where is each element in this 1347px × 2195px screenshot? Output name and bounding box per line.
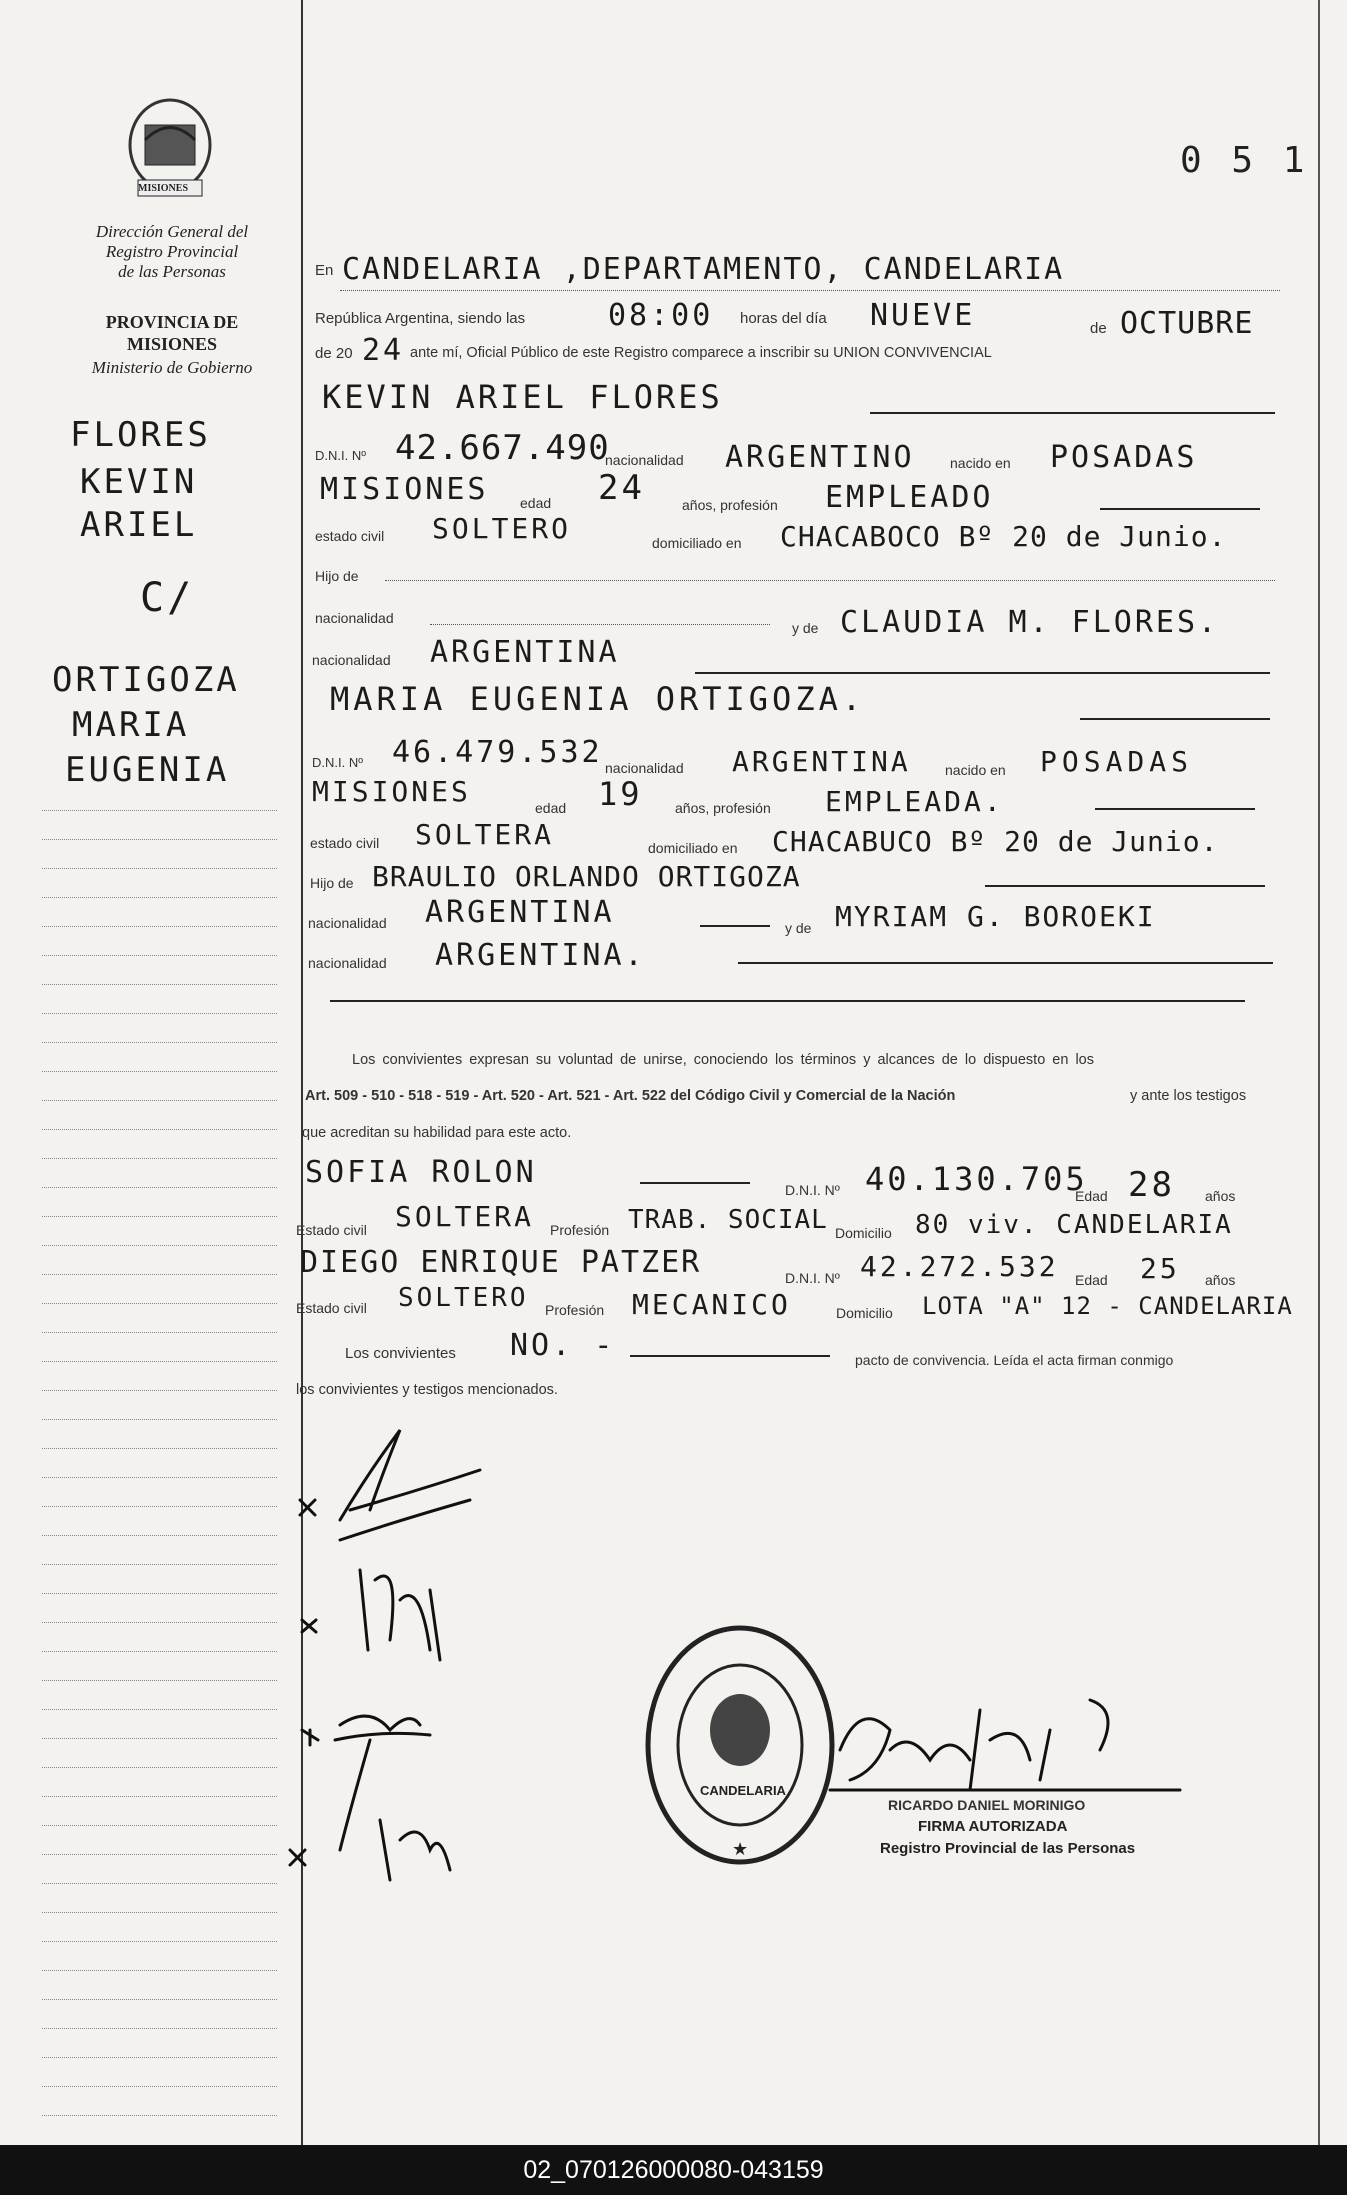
p2-nationality-label: nacionalidad (605, 760, 684, 776)
p1-mother: CLAUDIA M. FLORES. (840, 605, 1220, 640)
declaration-line2-rest: y ante los testigos (1130, 1088, 1247, 1104)
margin-dotted-line (42, 1361, 277, 1362)
p1-years-label: años, profesión (682, 497, 778, 513)
stamp-center-text: CANDELARIA (700, 1783, 786, 1798)
margin-dotted-line (42, 1332, 277, 1333)
margin-dotted-line (42, 897, 277, 898)
w2-domicile: LOTA "A" 12 - CANDELARIA (922, 1292, 1293, 1320)
p2-profession: EMPLEADA. (825, 785, 1004, 818)
closing-text2: los convivientes y testigos mencionados. (296, 1382, 558, 1398)
w1-prof-label: Profesión (550, 1222, 610, 1238)
margin-dotted-line (42, 2028, 277, 2029)
margin-dotted-line (42, 1738, 277, 1739)
p2-profession-line (1095, 808, 1255, 810)
document-code-footer: 02_070126000080-043159 (0, 2145, 1347, 2195)
p1-born-place1: POSADAS (1050, 440, 1198, 475)
ministry-label: Ministerio de Gobierno (91, 358, 253, 377)
org-name-line2: Registro Provincial (105, 242, 239, 261)
margin-dotted-line (42, 1187, 277, 1188)
person2-name: MARIA EUGENIA ORTIGOZA. (330, 680, 866, 718)
witness1-name-line (640, 1182, 750, 1184)
act-number: 0 5 1 (1180, 140, 1309, 181)
margin-dotted-line (42, 1216, 277, 1217)
p1-mother-nat: ARGENTINA (430, 635, 620, 670)
w2-profession: MECANICO (632, 1288, 791, 1321)
p2-mother: MYRIAM G. BOROEKI (835, 900, 1156, 933)
p2-years-label: años, profesión (675, 800, 771, 816)
margin-dotted-line (42, 1999, 277, 2000)
margin-dotted-line (42, 1013, 277, 1014)
p2-born-place2: MISIONES (312, 775, 471, 808)
svg-text:★: ★ (732, 1839, 749, 1859)
margin-dotted-line (42, 1970, 277, 1971)
p1-dni-label: D.N.I. Nº (315, 448, 366, 463)
p1-nationality: ARGENTINO (725, 440, 915, 475)
officer-text: ante mí, Oficial Público de este Registro comparece a inscribir su UNION CONVIVENCIAL (410, 345, 992, 361)
margin-dotted-line (42, 1912, 277, 1913)
closing-pact: NO. - (510, 1328, 616, 1363)
place-field: CANDELARIA ,DEPARTAMENTO, CANDELARIA (342, 252, 1065, 287)
time-field: 08:00 (608, 298, 714, 333)
year-suffix: 24 (362, 333, 405, 368)
official-name: RICARDO DANIEL MORINIGO (888, 1797, 1086, 1813)
closing-text: pacto de convivencia. Leída el acta firman conmigo (855, 1352, 1174, 1368)
p1-profession-line (1100, 508, 1260, 510)
closing-pact-line (630, 1355, 830, 1357)
place-underline (340, 290, 1280, 291)
w2-civil: SOLTERO (398, 1283, 529, 1313)
margin-dotted-line (42, 1419, 277, 1420)
margin-dotted-line (42, 2115, 277, 2116)
w1-civil-label: Estado civil (296, 1222, 367, 1238)
p1-nationality-label: nacionalidad (605, 452, 684, 468)
margin-name2-line2: MARIA (72, 705, 190, 745)
margin-dotted-line (42, 1448, 277, 1449)
p2-born-place1: POSADAS (1040, 745, 1194, 778)
signature-group (280, 1410, 520, 1910)
margin-dotted-line (42, 1593, 277, 1594)
p2-father: BRAULIO ORLANDO ORTIGOZA (372, 860, 801, 893)
w1-age: 28 (1128, 1165, 1175, 1205)
province-line2: MISIONES (126, 334, 218, 354)
margin-dotted-line (42, 868, 277, 869)
declaration-line3: que acreditan su habilidad para este acto. (302, 1125, 572, 1141)
witness2-name: DIEGO ENRIQUE PATZER (300, 1245, 702, 1280)
margin-dotted-line (42, 2086, 277, 2087)
margin-dotted-line (42, 1651, 277, 1652)
person1-name-line (870, 412, 1275, 414)
hours-label: horas del día (740, 310, 827, 327)
margin-dotted-line (42, 1709, 277, 1710)
p1-domicile: CHACABOCO Bº 20 de Junio. (780, 520, 1227, 553)
margin-dotted-line (42, 1390, 277, 1391)
p2-mother-nat-line (738, 962, 1273, 964)
p1-born-label: nacido en (950, 455, 1011, 471)
right-edge-rule (1318, 0, 1320, 2145)
p2-son-label: Hijo de (310, 875, 354, 891)
margin-dotted-line (42, 1303, 277, 1304)
w1-dni: 40.130.705 (865, 1160, 1088, 1198)
official-office: Registro Provincial de las Personas (880, 1840, 1136, 1857)
margin-dotted-line (42, 1129, 277, 1130)
p1-father-nat-label: nacionalidad (315, 610, 394, 626)
p1-and-label: y de (792, 620, 819, 636)
person2-name-line (1080, 718, 1270, 720)
margin-dotted-line (42, 955, 277, 956)
p2-civil: SOLTERA (415, 818, 555, 851)
w2-dni: 42.272.532 (860, 1250, 1059, 1283)
w1-dni-label: D.N.I. Nº (785, 1182, 840, 1198)
p2-dni: 46.479.532 (392, 735, 603, 770)
w1-dom-label: Domicilio (835, 1225, 892, 1241)
province-line1: PROVINCIA DE (105, 312, 239, 332)
year-prefix: de 20 (315, 345, 353, 362)
p2-born-label: nacido en (945, 762, 1006, 778)
w2-dni-label: D.N.I. Nº (785, 1270, 840, 1286)
margin-dotted-line (42, 1274, 277, 1275)
closing-label: Los convivientes (345, 1345, 456, 1362)
margin-dotted-line (42, 1680, 277, 1681)
margin-dotted-line (42, 1883, 277, 1884)
margin-dotted-line (42, 1796, 277, 1797)
p2-nationality: ARGENTINA (732, 745, 911, 778)
margin-name2-line1: ORTIGOZA (52, 660, 240, 700)
margin-name1-line3: ARIEL (80, 505, 198, 545)
margin-dotted-line (42, 1071, 277, 1072)
w1-age-label: Edad (1075, 1188, 1108, 1204)
p2-father-nat: ARGENTINA (425, 895, 615, 930)
p1-domicile-label: domiciliado en (652, 535, 742, 551)
w2-civil-label: Estado civil (296, 1300, 367, 1316)
margin-dotted-line (42, 1854, 277, 1855)
w2-age-label: Edad (1075, 1272, 1108, 1288)
w2-prof-label: Profesión (545, 1302, 605, 1318)
margin-dotted-line (42, 926, 277, 927)
margin-dotted-line (42, 1941, 277, 1942)
w2-dom-label: Domicilio (836, 1305, 893, 1321)
p2-and-label: y de (785, 920, 812, 936)
declaration-articles: Art. 509 - 510 - 518 - 519 - Art. 520 - Art. 521 - Art. 522 del Código Civil y Comercial de la Nación (305, 1088, 956, 1104)
person1-name: KEVIN ARIEL FLORES (322, 378, 723, 416)
p2-civil-label: estado civil (310, 835, 380, 851)
p2-father-nat-label: nacionalidad (308, 915, 387, 931)
month-de-label: de (1090, 320, 1107, 337)
p1-civil-label: estado civil (315, 528, 385, 544)
declaration-line1: Los convivientes expresan su voluntad de unirse, conociendo los términos y alcances de lo dispuesto en los (352, 1052, 1094, 1068)
margin-dotted-line (42, 1506, 277, 1507)
w2-age: 25 (1140, 1252, 1180, 1285)
w1-profession: TRAB. SOCIAL (628, 1205, 828, 1235)
p2-domicile: CHACABUCO Bº 20 de Junio. (772, 825, 1219, 858)
margin-dotted-line (42, 984, 277, 985)
p2-dni-label: D.N.I. Nº (312, 755, 363, 770)
w2-years-label: años (1205, 1272, 1236, 1288)
margin-dotted-line (42, 1535, 277, 1536)
p2-age-label: edad (535, 800, 567, 816)
republic-label: República Argentina, siendo las (315, 310, 526, 327)
margin-dotted-line (42, 1825, 277, 1826)
margin-dotted-line (42, 2057, 277, 2058)
official-signature (820, 1690, 1220, 1810)
p2-mother-nat: ARGENTINA. (435, 938, 646, 973)
w1-civil: SOLTERA (395, 1200, 535, 1233)
margin-dotted-line (42, 1042, 277, 1043)
p2-domicile-label: domiciliado en (648, 840, 738, 856)
p1-dni: 42.667.490 (395, 428, 610, 468)
p1-father-line (385, 580, 1275, 581)
org-name-line3: de las Personas (118, 262, 226, 281)
day-field: NUEVE (870, 298, 976, 333)
margin-connector: C/ (140, 575, 195, 621)
margin-dotted-line (42, 1622, 277, 1623)
w1-years-label: años (1205, 1188, 1236, 1204)
p2-mother-nat-label: nacionalidad (308, 955, 387, 971)
p1-mother-nat-label: nacionalidad (312, 652, 391, 668)
p1-age: 24 (598, 468, 645, 508)
w1-domicile: 80 viv. CANDELARIA (915, 1210, 1233, 1240)
witness1-name: SOFIA ROLON (305, 1155, 537, 1190)
registry-stamp (640, 1620, 840, 1870)
p1-civil: SOLTERO (432, 512, 572, 545)
margin-name1-line2: KEVIN (80, 462, 198, 502)
p1-profession: EMPLEADO (825, 480, 994, 515)
margin-dotted-line (42, 1100, 277, 1101)
margin-dotted-line (42, 1564, 277, 1565)
p2-age: 19 (598, 775, 643, 813)
official-title: FIRMA AUTORIZADA (918, 1818, 1068, 1835)
margin-dotted-line (42, 839, 277, 840)
month-field: OCTUBRE (1120, 306, 1254, 341)
margin-dotted-line (42, 1767, 277, 1768)
margin-name1-line1: FLORES (70, 415, 211, 455)
margin-dotted-line (42, 810, 277, 811)
p2-father-nat-line (700, 925, 770, 927)
p1-father-nat-line (430, 624, 770, 625)
p2-closing-line (330, 1000, 1245, 1002)
seal-label: MISIONES (138, 183, 189, 194)
p1-mother-nat-line (695, 672, 1270, 674)
en-label: En (315, 262, 334, 279)
margin-dotted-line (42, 1158, 277, 1159)
margin-dotted-line (42, 1477, 277, 1478)
p1-born-place2: MISIONES (320, 472, 489, 507)
p2-father-line (985, 885, 1265, 887)
margin-name2-line3: EUGENIA (65, 750, 230, 790)
margin-dotted-line (42, 1245, 277, 1246)
org-name-line1: Dirección General del (95, 222, 249, 241)
p1-age-label: edad (520, 495, 552, 511)
p1-son-label: Hijo de (315, 568, 359, 584)
